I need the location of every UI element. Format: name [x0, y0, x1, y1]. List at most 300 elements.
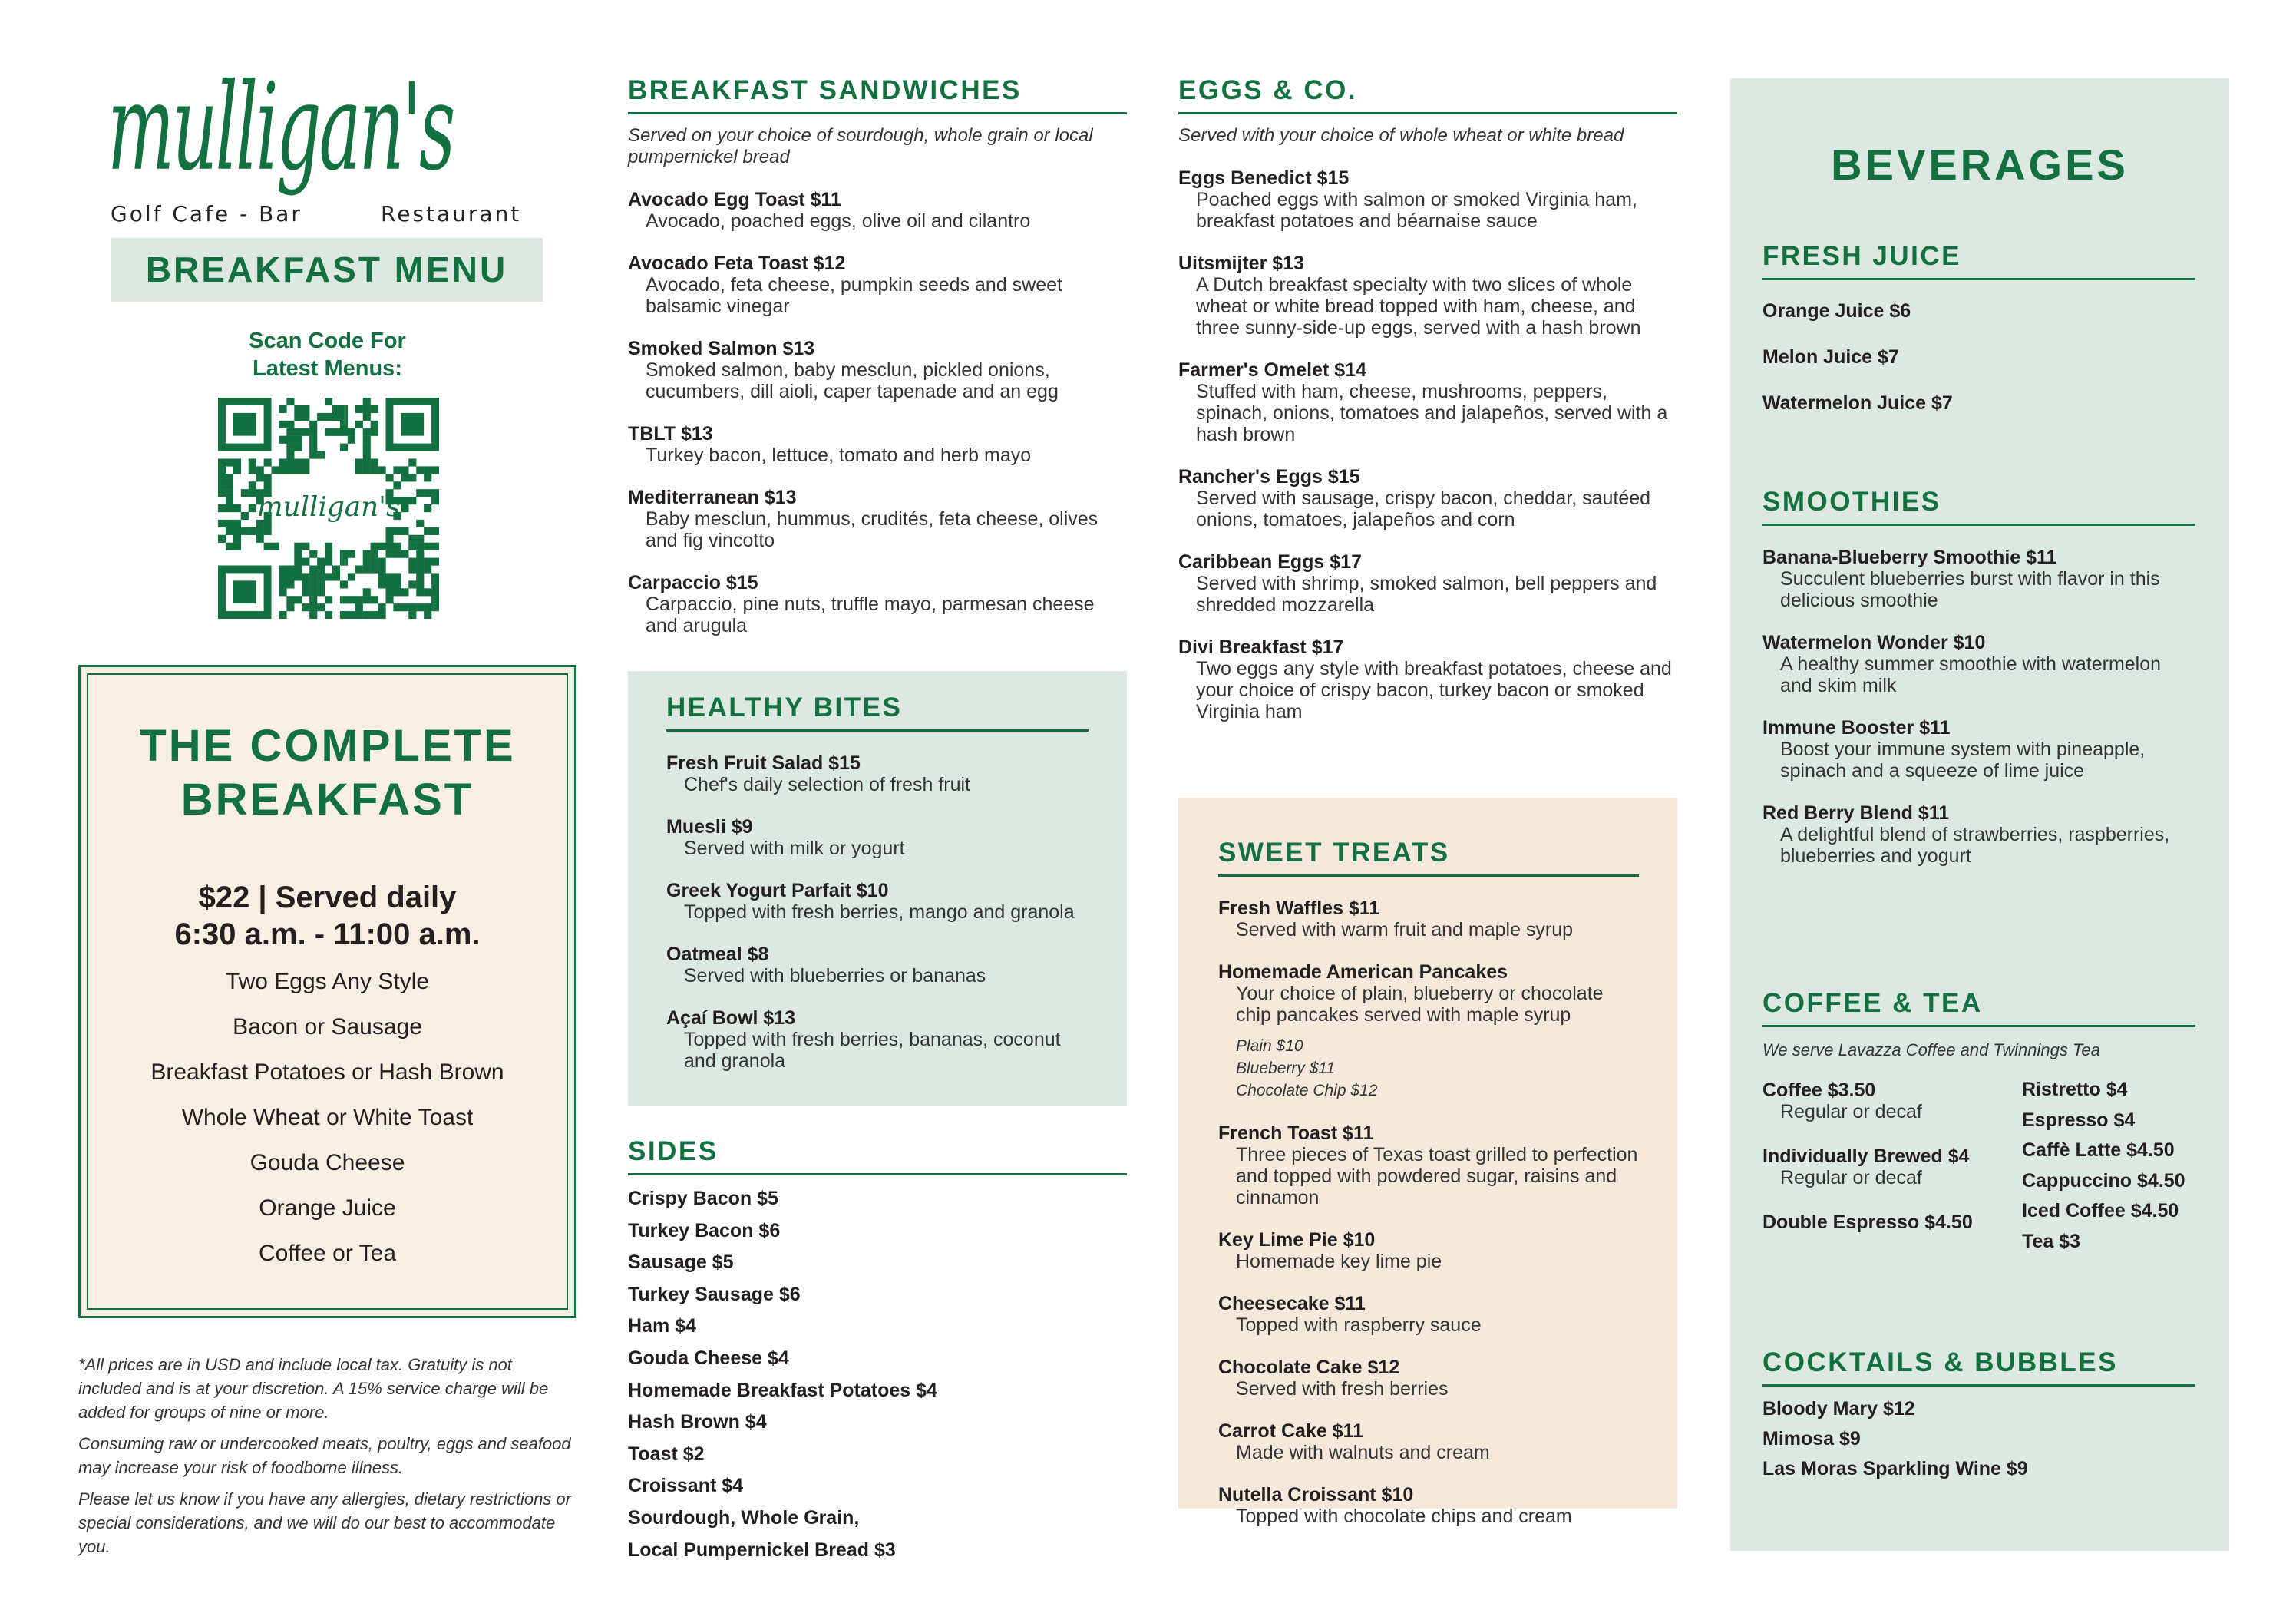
qr-module	[408, 565, 416, 573]
qr-module	[416, 573, 424, 580]
qr-module	[363, 466, 371, 474]
qr-finder-center	[233, 413, 256, 436]
qr-module	[325, 413, 332, 421]
item-name: Turkey Sausage $6	[628, 1283, 801, 1305]
qr-module	[363, 451, 371, 459]
qr-module	[309, 436, 317, 444]
menu-item	[1178, 551, 1677, 616]
qr-module	[317, 558, 325, 566]
qr-module	[416, 565, 424, 573]
qr-module	[416, 520, 424, 527]
qr-module	[431, 596, 439, 603]
qr-module	[264, 543, 272, 550]
qr-module	[363, 458, 371, 466]
item-list	[1762, 1394, 2195, 1484]
qr-module	[279, 436, 286, 444]
qr-module	[393, 527, 401, 535]
item-description: Served with warm fruit and maple syrup	[1236, 919, 1574, 940]
qr-module	[340, 596, 348, 603]
qr-module	[302, 405, 309, 413]
qr-module	[249, 466, 256, 474]
qr-module	[309, 565, 317, 573]
qr-module	[355, 466, 363, 474]
qr-module	[226, 481, 233, 489]
section-cocktails-bubbles	[1762, 1346, 2195, 1484]
scan-text-2: Latest Menus:	[253, 356, 402, 381]
qr-module	[363, 436, 371, 444]
qr-module	[393, 550, 401, 558]
qr-module	[317, 451, 325, 459]
qr-module	[302, 428, 309, 436]
menu-item	[628, 487, 1127, 551]
qr-module	[393, 573, 401, 580]
qr-module	[309, 444, 317, 451]
item-name: Açaí Bowl $13	[666, 1007, 796, 1029]
item-name: Red Berry Blend $11	[1762, 802, 1950, 824]
qr-module	[226, 474, 233, 481]
qr-module	[408, 543, 416, 550]
qr-module	[309, 611, 317, 619]
qr-module	[325, 611, 332, 619]
qr-module	[340, 428, 348, 436]
qr-module	[363, 413, 371, 421]
qr-module	[408, 603, 416, 611]
qr-module	[378, 573, 386, 580]
qr-module	[286, 451, 294, 459]
complete-breakfast-inner	[87, 673, 568, 1310]
menu-item	[1762, 1079, 2022, 1122]
qr-module	[279, 565, 286, 573]
qr-module	[340, 413, 348, 421]
menu-item	[1762, 288, 2195, 334]
item-name: Ham $4	[628, 1315, 696, 1337]
item-name: Croissant $4	[628, 1475, 744, 1497]
menu-item	[1762, 1211, 2022, 1233]
item-name: Bloody Mary $12	[1762, 1398, 1915, 1420]
menu-item	[1762, 1424, 2195, 1454]
item-name: Chocolate Cake $12	[1218, 1357, 1400, 1378]
item-name: Homemade American Pancakes	[1218, 961, 1508, 983]
qr-module	[256, 527, 264, 535]
qr-module	[294, 444, 302, 451]
menu-item	[628, 1215, 1127, 1248]
item-name: Gouda Cheese $4	[628, 1347, 789, 1369]
item-description: Made with walnuts and cream	[1236, 1442, 1490, 1463]
menu-item	[1762, 717, 2195, 782]
qr-module	[424, 489, 431, 497]
qr-module	[431, 580, 439, 588]
qr-module	[264, 481, 272, 489]
qr-module	[416, 580, 424, 588]
item-description: Smoked salmon, baby mesclun, pickled onions, cucumbers, dill aioli, caper tapenade and an egg	[646, 359, 1059, 402]
qr-module	[286, 466, 294, 474]
menu-item	[2022, 1166, 2185, 1197]
item-name: Carrot Cake $11	[1218, 1420, 1364, 1442]
item-name: French Toast $11	[1218, 1122, 1374, 1144]
qr-module	[294, 405, 302, 413]
qr-module	[233, 520, 241, 527]
qr-module	[385, 527, 393, 535]
qr-module	[355, 421, 363, 428]
qr-module	[385, 535, 393, 543]
item-list	[628, 189, 1127, 636]
qr-module	[363, 405, 371, 413]
qr-module	[294, 565, 302, 573]
item-name: Espresso $4	[2022, 1109, 2136, 1131]
complete-breakfast-title	[88, 719, 567, 827]
section-title: EGGS & CO.	[1178, 74, 1677, 114]
qr-module	[309, 421, 317, 428]
qr-module	[218, 504, 226, 512]
qr-module	[309, 588, 317, 596]
included-item: Breakfast Potatoes or Hash Brown	[150, 1059, 504, 1085]
qr-module	[302, 588, 309, 596]
menu-item	[666, 1007, 1089, 1072]
qr-module	[332, 428, 340, 436]
menu-item	[2022, 1106, 2185, 1136]
qr-module	[226, 458, 233, 466]
qr-module	[363, 398, 371, 405]
qr-module	[317, 603, 325, 611]
item-name: Avocado Egg Toast $11	[628, 189, 841, 210]
item-list	[628, 1183, 1127, 1566]
qr-module	[286, 573, 294, 580]
qr-module	[279, 611, 286, 619]
qr-module	[371, 421, 378, 428]
qr-module	[393, 588, 401, 596]
qr-module	[294, 550, 302, 558]
qr-module	[385, 588, 393, 596]
qr-module	[218, 535, 226, 543]
item-name: Iced Coffee $4.50	[2022, 1200, 2179, 1221]
section-title: FRESH JUICE	[1762, 240, 2195, 280]
qr-module	[233, 527, 241, 535]
included-item: Orange Juice	[259, 1195, 396, 1221]
item-description: Turkey bacon, lettuce, tomato and herb mayo	[646, 445, 1032, 466]
qr-module	[218, 466, 226, 474]
qr-module	[332, 413, 340, 421]
qr-module	[355, 611, 363, 619]
menu-item	[628, 253, 1127, 317]
menu-item	[628, 1439, 1127, 1471]
qr-module	[355, 458, 363, 466]
section-title: BREAKFAST SANDWICHES	[628, 74, 1127, 114]
item-name: Cheesecake $11	[1218, 1293, 1366, 1314]
menu-item	[628, 1311, 1127, 1343]
qr-module	[279, 580, 286, 588]
menu-title-banner: BREAKFAST MENU	[111, 238, 543, 302]
item-description: A healthy summer smoothie with watermelon and skim milk	[1780, 653, 2162, 696]
qr-module	[393, 580, 401, 588]
section-title: SMOOTHIES	[1762, 485, 2195, 526]
menu-item	[1218, 1420, 1639, 1463]
qr-module	[416, 466, 424, 474]
item-description: Two eggs any style with breakfast potatoes, cheese and your choice of crispy bacon, turkey bacon or smoked Virginia ham	[1196, 658, 1672, 722]
qr-module	[279, 405, 286, 413]
qr-module	[363, 565, 371, 573]
qr-module	[416, 603, 424, 611]
qr-module	[348, 596, 355, 603]
item-name: Las Moras Sparkling Wine $9	[1762, 1458, 2028, 1479]
qr-module	[371, 565, 378, 573]
qr-module	[340, 444, 348, 451]
item-name: Melon Juice $7	[1762, 346, 1899, 368]
qr-module	[302, 413, 309, 421]
qr-module	[325, 573, 332, 580]
qr-module	[385, 580, 393, 588]
qr-module	[325, 558, 332, 566]
item-name: Key Lime Pie $10	[1218, 1229, 1376, 1251]
qr-module	[302, 580, 309, 588]
qr-module	[279, 588, 286, 596]
qr-module	[325, 543, 332, 550]
menu-item	[1218, 1229, 1639, 1272]
qr-finder-center	[233, 580, 256, 603]
included-item: Gouda Cheese	[249, 1150, 405, 1175]
qr-module	[340, 611, 348, 619]
item-list	[1218, 897, 1639, 1527]
title-line-1: THE COMPLETE	[139, 721, 516, 771]
item-name: Oatmeal $8	[666, 944, 769, 965]
qr-module	[226, 520, 233, 527]
qr-module	[302, 573, 309, 580]
item-description: Served with sausage, crispy bacon, cheddar, sautéed onions, tomatoes, jalapeños and corn	[1196, 488, 1651, 531]
item-name: Toast $2	[628, 1443, 705, 1465]
item-description: Regular or decaf	[1780, 1167, 1922, 1188]
qr-module	[309, 451, 317, 459]
qr-module	[241, 527, 249, 535]
section-fresh-juice	[1762, 240, 2195, 426]
item-name: Fresh Fruit Salad $15	[666, 752, 861, 774]
qr-module	[348, 611, 355, 619]
item-name: Muesli $9	[666, 816, 753, 838]
qr-module	[378, 466, 386, 474]
qr-module	[279, 573, 286, 580]
menu-item	[628, 1279, 1127, 1311]
qr-module	[371, 550, 378, 558]
item-name: Rancher's Eggs $15	[1178, 466, 1360, 488]
item-name: Sausage $5	[628, 1251, 734, 1274]
item-description: Carpaccio, pine nuts, truffle mayo, parmesan cheese and arugula	[646, 593, 1095, 636]
qr-module	[431, 466, 439, 474]
section-sides	[628, 1135, 1127, 1566]
item-name: Double Espresso $4.50	[1762, 1211, 1973, 1233]
qr-module	[256, 466, 264, 474]
qr-module	[348, 428, 355, 436]
menu-item	[1218, 897, 1639, 940]
qr-module	[325, 428, 332, 436]
menu-item	[1762, 1454, 2195, 1484]
qr-module	[218, 481, 226, 489]
coffee-list-right	[2022, 1075, 2185, 1257]
included-item: Coffee or Tea	[258, 1241, 397, 1266]
healthy-bites-box	[628, 671, 1127, 1106]
item-description: Avocado, poached eggs, olive oil and cilantro	[646, 210, 1031, 232]
qr-module	[424, 611, 431, 619]
section-note: Served with your choice of whole wheat or white bread	[1178, 125, 1624, 146]
item-description: Three pieces of Texas toast grilled to perfection and topped with powdered sugar, raisins and cinnamon	[1236, 1144, 1638, 1208]
qr-module	[416, 489, 424, 497]
qr-module	[264, 527, 272, 535]
complete-breakfast-items	[88, 959, 567, 1276]
menu-item	[1178, 167, 1677, 232]
item-name: Immune Booster $11	[1762, 717, 1951, 739]
qr-module	[294, 558, 302, 566]
section-eggs-and-co	[1178, 74, 1677, 722]
qr-module	[294, 428, 302, 436]
qr-module	[218, 489, 226, 497]
qr-module	[355, 603, 363, 611]
qr-module	[226, 489, 233, 497]
qr-module	[233, 466, 241, 474]
qr-module	[408, 535, 416, 543]
qr-module	[424, 543, 431, 550]
qr-module	[431, 558, 439, 566]
item-description: Homemade key lime pie	[1236, 1251, 1442, 1272]
qr-module	[272, 543, 279, 550]
qr-module	[363, 588, 371, 596]
qr-module	[424, 565, 431, 573]
complete-breakfast-box	[78, 665, 576, 1318]
qr-module	[378, 603, 386, 611]
scan-code-label	[78, 327, 576, 382]
complete-breakfast-price	[88, 879, 567, 953]
qr-module	[363, 596, 371, 603]
logo-tagline-left: Golf Cafe - Bar	[111, 201, 302, 226]
qr-module	[317, 580, 325, 588]
item-list	[1178, 167, 1677, 722]
section-title: COFFEE & TEA	[1762, 987, 2195, 1027]
qr-module	[317, 413, 325, 421]
qr-module	[218, 520, 226, 527]
qr-module	[355, 565, 363, 573]
qr-module	[286, 436, 294, 444]
qr-module	[249, 527, 256, 535]
qr-module	[309, 603, 317, 611]
qr-module	[408, 558, 416, 566]
qr-module	[424, 466, 431, 474]
qr-code[interactable]	[218, 398, 439, 619]
menu-item	[628, 1247, 1127, 1279]
item-name: Caffè Latte $4.50	[2022, 1139, 2175, 1161]
qr-module	[401, 603, 408, 611]
qr-module	[363, 444, 371, 451]
sweet-treats-box	[1178, 798, 1677, 1527]
qr-module	[348, 436, 355, 444]
qr-module	[385, 474, 393, 481]
menu-item	[2022, 1135, 2185, 1166]
qr-module	[401, 504, 408, 512]
item-name: Coffee $3.50	[1762, 1079, 1876, 1101]
qr-module	[371, 466, 378, 474]
variant-price: Blueberry $11	[1236, 1059, 1336, 1077]
qr-module	[340, 558, 348, 566]
item-name: Farmer's Omelet $14	[1178, 359, 1366, 381]
menu-item	[1762, 547, 2195, 611]
qr-module	[408, 497, 416, 504]
qr-module	[424, 527, 431, 535]
item-name: Eggs Benedict $15	[1178, 167, 1350, 189]
qr-module	[332, 565, 340, 573]
menu-item	[666, 752, 1089, 795]
item-name: Smoked Salmon $13	[628, 338, 815, 359]
item-description: A Dutch breakfast specialty with two slices of whole wheat or white bread topped with ham, cheese, and three sunny-side-up eggs, served with a hash brown	[1196, 274, 1641, 339]
item-name: Homemade Breakfast Potatoes $4	[628, 1379, 937, 1401]
qr-module	[401, 527, 408, 535]
item-description: Topped with chocolate chips and cream	[1236, 1506, 1572, 1527]
qr-module	[325, 550, 332, 558]
item-description: Chef's daily selection of fresh fruit	[684, 774, 970, 795]
qr-module	[416, 550, 424, 558]
item-name: Banana-Blueberry Smoothie $11	[1762, 547, 2057, 568]
section-title: HEALTHY BITES	[666, 691, 1089, 732]
item-description: Avocado, feta cheese, pumpkin seeds and sweet balsamic vinegar	[646, 274, 1062, 317]
qr-module	[286, 444, 294, 451]
included-item: Two Eggs Any Style	[225, 969, 430, 994]
item-description: Served with milk or yogurt	[684, 838, 905, 859]
menu-item	[628, 1470, 1127, 1502]
menu-item	[2022, 1227, 2185, 1258]
qr-module	[286, 603, 294, 611]
menu-item	[2022, 1075, 2185, 1106]
qr-module	[218, 458, 226, 466]
qr-module	[286, 398, 294, 405]
menu-item	[666, 880, 1089, 923]
menu-item	[1218, 1357, 1639, 1400]
qr-module	[325, 398, 332, 405]
qr-module	[401, 474, 408, 481]
qr-module	[378, 580, 386, 588]
menu-item	[628, 338, 1127, 402]
qr-module	[385, 550, 393, 558]
qr-module	[431, 489, 439, 497]
qr-module	[286, 421, 294, 428]
section-title: SIDES	[628, 1135, 1127, 1175]
price-line: $22 | Served daily	[198, 881, 457, 914]
qr-module	[226, 527, 233, 535]
item-name: Orange Juice $6	[1762, 300, 1911, 322]
item-name: Divi Breakfast $17	[1178, 636, 1344, 658]
qr-module	[340, 550, 348, 558]
qr-module	[355, 596, 363, 603]
qr-module	[363, 428, 371, 436]
footnotes	[78, 1353, 576, 1566]
item-name: Fresh Waffles $11	[1218, 897, 1380, 919]
qr-module	[371, 405, 378, 413]
qr-module	[302, 458, 309, 466]
qr-module	[378, 558, 386, 566]
qr-module	[294, 596, 302, 603]
title-line-2: BREAKFAST	[180, 775, 474, 825]
menu-item	[628, 1502, 1127, 1566]
qr-module	[294, 458, 302, 466]
item-name: Greek Yogurt Parfait $10	[666, 880, 889, 901]
item-name: TBLT $13	[628, 423, 713, 445]
item-name: Hash Brown $4	[628, 1411, 767, 1433]
qr-module	[393, 543, 401, 550]
menu-item	[1218, 961, 1639, 1102]
menu-item	[628, 1375, 1127, 1407]
footnote: Consuming raw or undercooked meats, poultry, eggs and seafood may increase your risk of foodborne illness.	[78, 1434, 571, 1477]
item-description: Served with fresh berries	[1236, 1378, 1449, 1400]
hours-line: 6:30 a.m. - 11:00 a.m.	[174, 917, 481, 951]
coffee-list-left	[1762, 1079, 2022, 1257]
qr-module	[416, 535, 424, 543]
qr-module	[424, 504, 431, 512]
qr-module	[256, 535, 264, 543]
item-name: Nutella Croissant $10	[1218, 1484, 1414, 1506]
item-description: Topped with raspberry sauce	[1236, 1314, 1482, 1336]
